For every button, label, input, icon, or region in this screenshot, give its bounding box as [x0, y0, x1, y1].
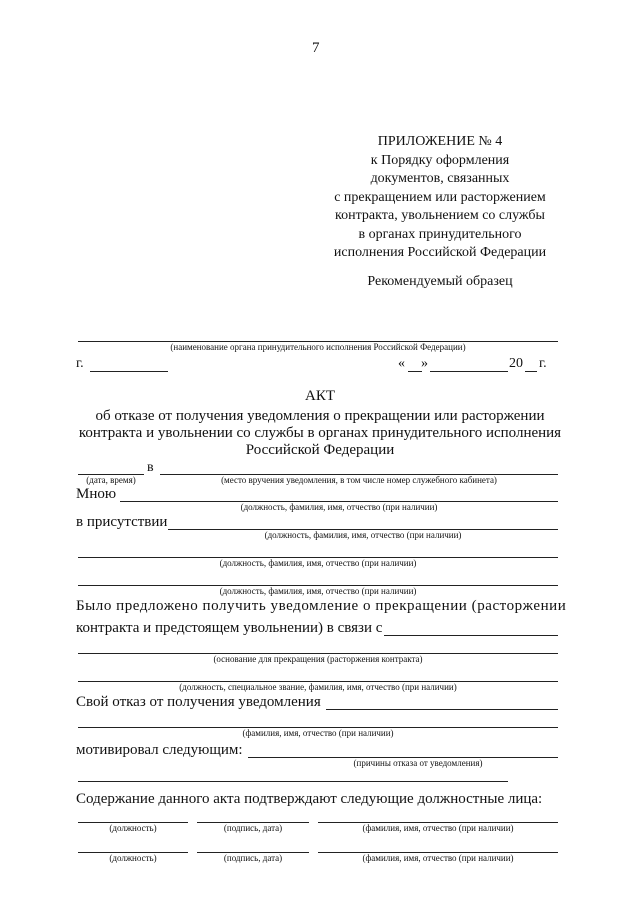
refusal-line [326, 709, 558, 710]
date-time-caption: (дата, время) [86, 475, 136, 485]
page-number: 7 [312, 40, 320, 56]
reasons-line-2 [78, 781, 508, 782]
confirm-label: Содержание данного акта подтверждают следующие должностные лица: [76, 791, 543, 807]
rank-caption: (должность, специальное звание, фамилия, имя, отчество (при наличии) [179, 682, 457, 692]
act-subtitle-line: об отказе от получения уведомления о прекращении или расторжении [95, 408, 545, 424]
basis-caption: (основание для прекращения (расторжения контракта) [213, 654, 423, 664]
appendix-block [300, 133, 580, 263]
date-year-line [525, 371, 537, 372]
sig1-name-caption: (фамилия, имя, отчество (при наличии) [362, 823, 514, 833]
witness-caption-3: (должность, фамилия, имя, отчество (при наличии) [219, 586, 417, 596]
appendix-line: с прекращением или расторжением [334, 189, 546, 205]
offered-line-1: Было предложено получить уведомление о прекращении (расторжении [76, 598, 567, 614]
date-day-line [408, 371, 422, 372]
by-me-caption: (должность, фамилия, имя, отчество (при наличии) [240, 502, 438, 512]
sig2-position-caption: (должность) [109, 853, 157, 863]
date-month-line [430, 371, 508, 372]
act-title: АКТ [305, 388, 335, 404]
recommended-sample: Рекомендуемый образец [367, 274, 513, 289]
act-subtitle-line: Российской Федерации [245, 442, 395, 458]
date-year-prefix: 20 [509, 356, 523, 371]
act-subtitle-line: контракта и увольнении со службы в органах принудительного исполнения [78, 425, 562, 441]
sig2-signature-caption: (подпись, дата) [223, 853, 283, 863]
appendix-line: в органах принудительного [358, 226, 522, 242]
sig1-position-caption: (должность) [109, 823, 157, 833]
appendix-line: документов, связанных [370, 171, 510, 186]
in-presence-caption: (должность, фамилия, имя, отчество (при наличии) [264, 530, 462, 540]
reasons-caption: (причины отказа от уведомления) [353, 758, 483, 768]
appendix-title: ПРИЛОЖЕНИЕ № 4 [377, 134, 503, 149]
city-prefix: г. [76, 356, 84, 371]
sig1-signature-caption: (подпись, дата) [223, 823, 283, 833]
motivated-label: мотивировал следующим: [76, 742, 243, 758]
appendix-line: к Порядку оформления [370, 152, 510, 168]
offered-reason-line [384, 635, 558, 636]
appendix-line: исполнения Российской Федерации [333, 245, 547, 260]
date-close-quote: » [421, 356, 428, 371]
in-presence-label: в присутствии [76, 514, 168, 530]
witness-caption-2: (должность, фамилия, имя, отчество (при наличии) [219, 558, 417, 568]
org-caption: (наименование органа принудительного исполнения Российской Федерации) [170, 342, 466, 352]
refusal-label: Свой отказ от получения уведомления [76, 694, 321, 710]
offered-line-2: контракта и предстоящем увольнении) в связи с [76, 620, 383, 636]
fio-caption: (фамилия, имя, отчество (при наличии) [242, 728, 394, 738]
sig2-name-caption: (фамилия, имя, отчество (при наличии) [362, 853, 514, 863]
date-open-quote: « [398, 356, 405, 371]
place-caption: (место вручения уведомления, в том числе номер служебного кабинета) [221, 475, 497, 485]
by-me-label: Мною [76, 486, 117, 502]
date-year-suffix: г. [539, 356, 547, 371]
in-word: в [147, 460, 154, 475]
appendix-line: контракта, увольнением со службы [335, 208, 545, 223]
city-line [90, 371, 168, 372]
